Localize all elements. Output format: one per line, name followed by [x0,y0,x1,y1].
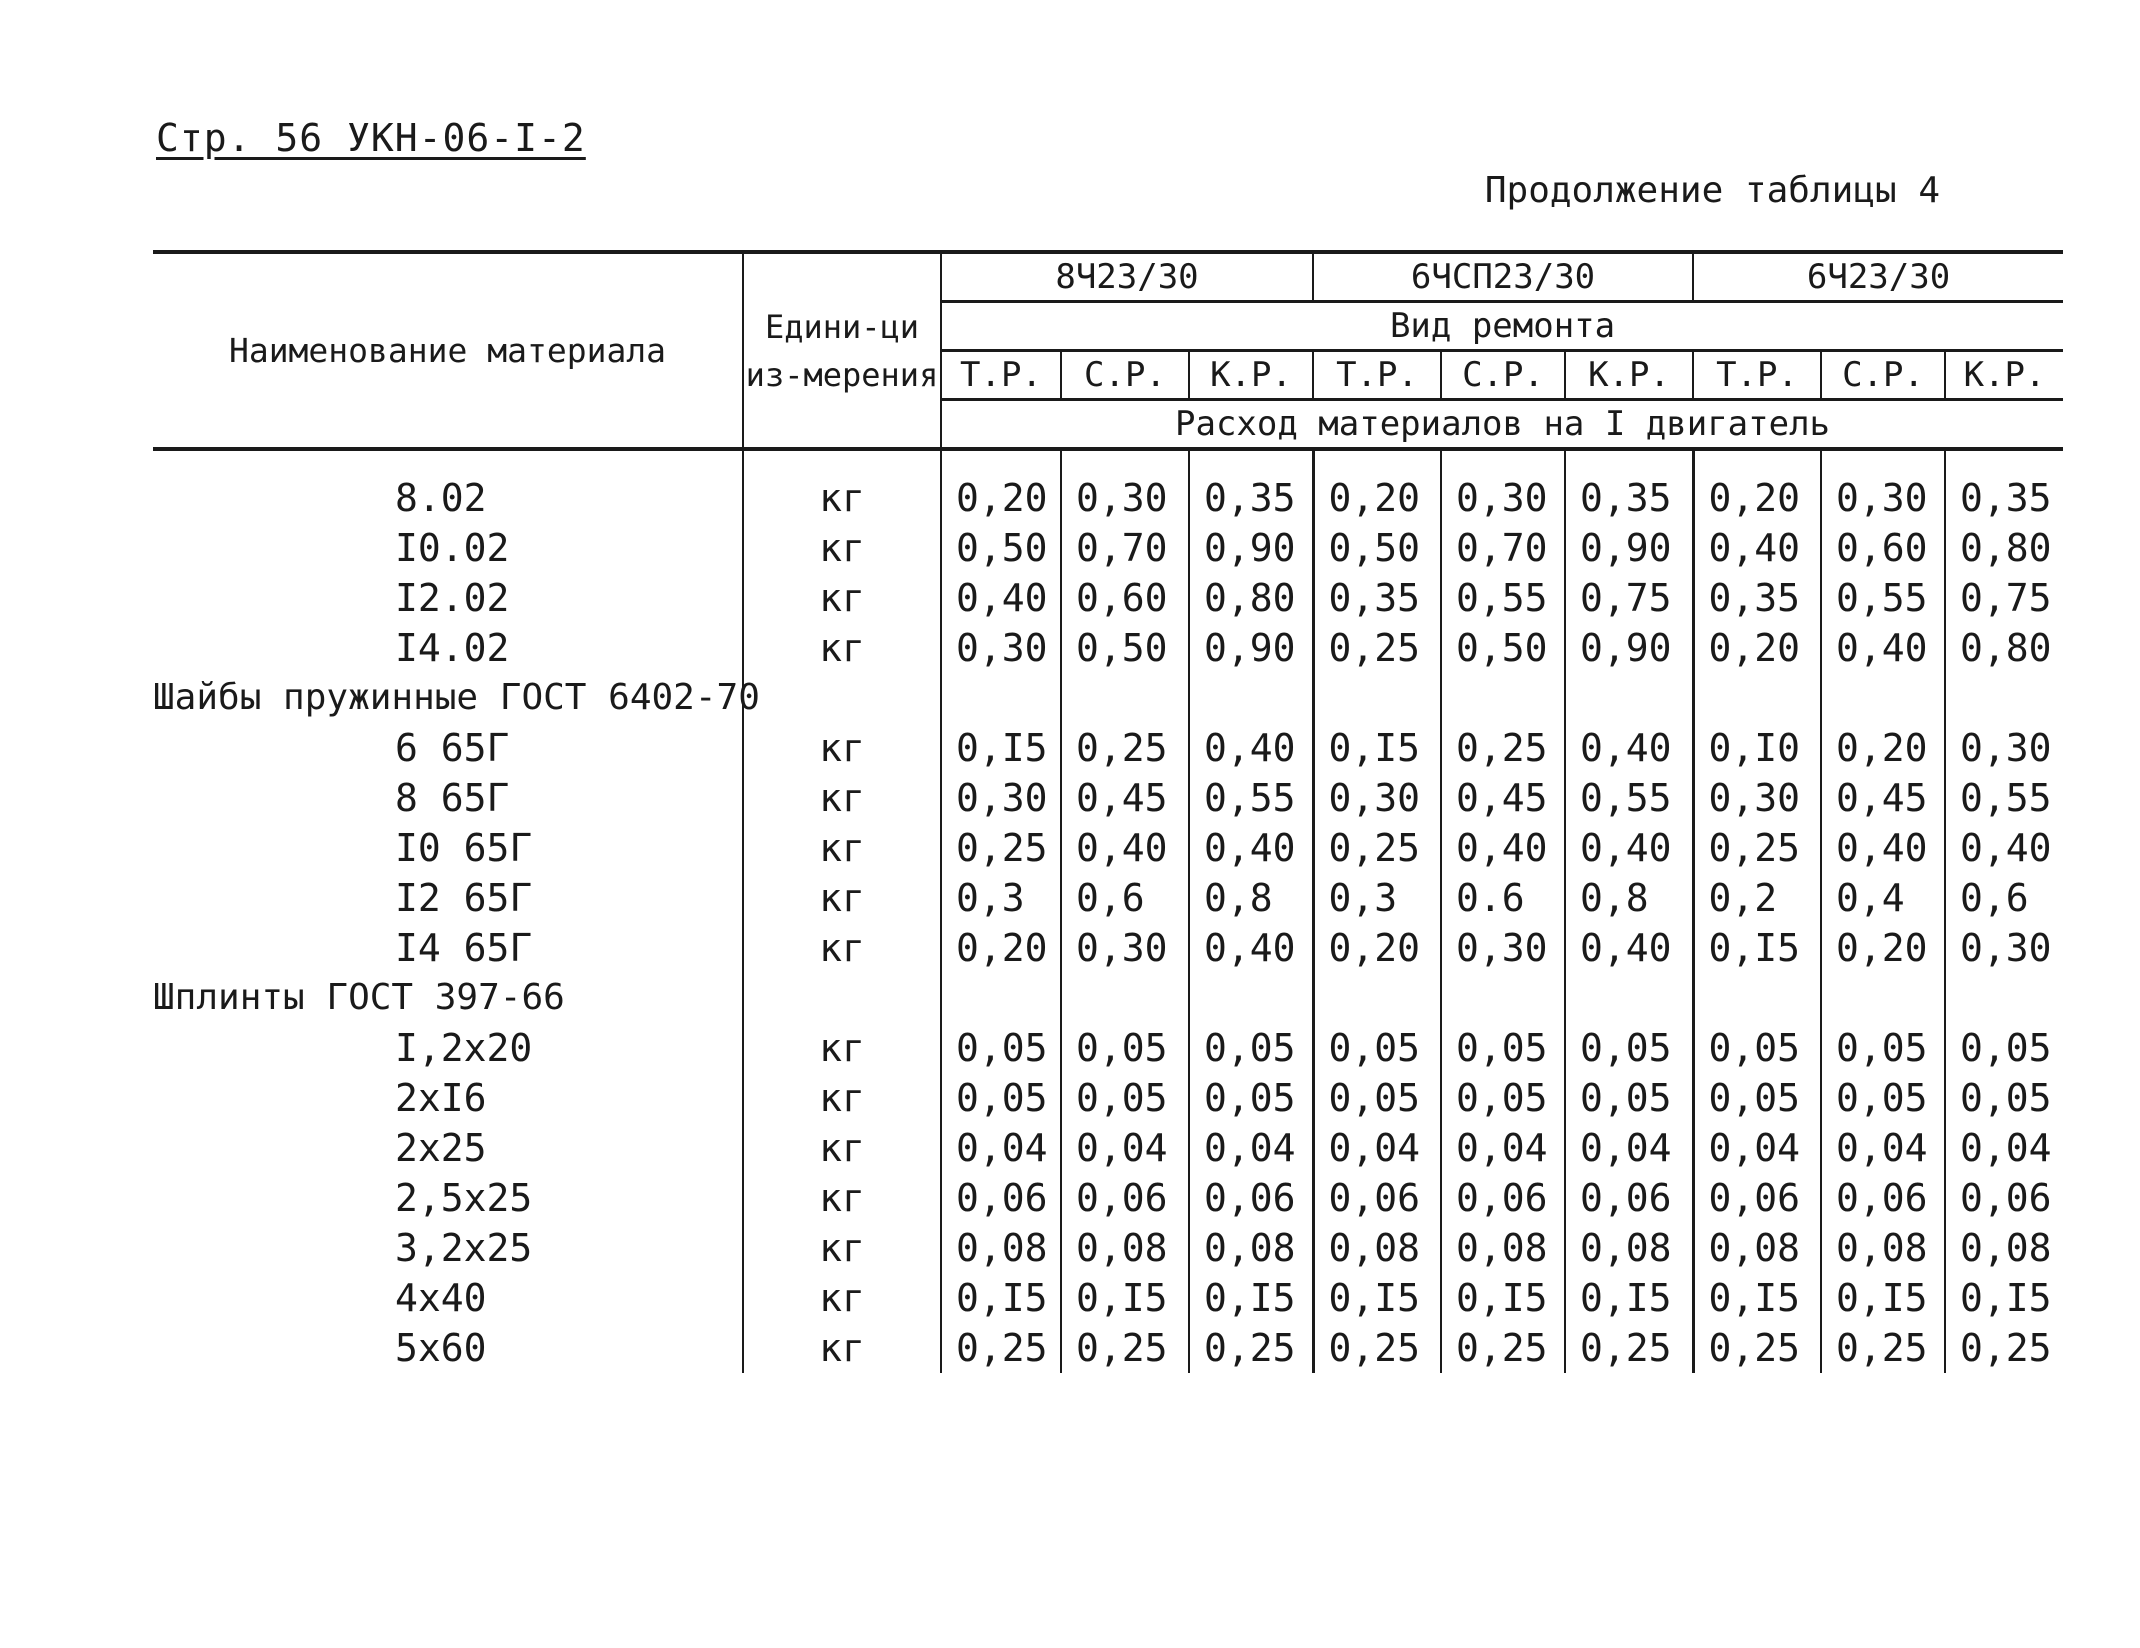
value-cell: 0,04 [941,1123,1061,1173]
unit-cell: кг [743,449,941,523]
value-cell: 0,06 [1061,1173,1189,1223]
value-cell: 0,70 [1061,523,1189,573]
value-cell: 0,30 [1441,449,1565,523]
material-name: 8.02 [395,476,487,520]
value-cell: 0,30 [1061,923,1189,973]
value-cell: 0,04 [1693,1123,1821,1173]
value-cell: 0.6 [1441,873,1565,923]
value-cell: 0,40 [1693,523,1821,573]
value-cell: 0,90 [1189,623,1313,673]
value-cell: 0,20 [941,449,1061,523]
unit-cell: кг [743,823,941,873]
value-cell: 0,04 [1821,1123,1945,1173]
value-cell: 0,05 [1061,1073,1189,1123]
value-cell: 0,40 [1189,823,1313,873]
table-row [153,1323,2063,1373]
materials-table [153,250,2063,1373]
material-name: 3,2x25 [395,1226,533,1270]
unit-cell: кг [743,1173,941,1223]
value-cell: 0,04 [1313,1123,1441,1173]
value-cell-empty [1313,673,1441,723]
value-cell: 0,20 [1693,449,1821,523]
value-cell-empty [1061,973,1189,1023]
value-cell: 0,30 [1441,923,1565,973]
unit-cell: кг [743,723,941,773]
material-name: I4.02 [395,626,510,670]
value-cell-empty [1441,973,1565,1023]
value-cell: 0,I5 [1693,923,1821,973]
value-cell: 0,3 [1313,873,1441,923]
table-row [153,449,2063,523]
unit-cell: кг [743,923,941,973]
value-cell: 0,06 [941,1173,1061,1223]
value-cell: 0,05 [1693,1023,1821,1073]
value-cell: 0,I5 [1693,1273,1821,1323]
value-cell: 0,90 [1565,523,1693,573]
value-cell: 0,8 [1189,873,1313,923]
value-cell: 0,25 [1313,623,1441,673]
material-name: I0.02 [395,526,510,570]
value-cell: 0,80 [1960,626,2052,670]
value-cell-empty [941,673,1061,723]
material-name: I2 65Г [395,876,533,920]
value-cell: 0,40 [1189,723,1313,773]
section-title: Шайбы пружинные ГОСТ 6402-70 [153,677,760,718]
value-cell: 0,40 [1821,823,1945,873]
value-cell: 0,08 [1821,1223,1945,1273]
value-cell: 0,25 [1693,1323,1821,1373]
table-row [153,1023,2063,1073]
value-cell: 0,55 [1441,573,1565,623]
value-cell: 0,05 [1189,1073,1313,1123]
value-cell: 0,I5 [1565,1273,1693,1323]
value-cell: 0,30 [1960,926,2052,970]
value-cell: 0,55 [1189,773,1313,823]
value-cell: 0,05 [1313,1023,1441,1073]
value-cell: 0,05 [1565,1073,1693,1123]
section-row [153,973,2063,1023]
value-cell: 0,25 [1313,1323,1441,1373]
value-cell: 0,8 [1565,873,1693,923]
value-cell: 0,08 [1565,1223,1693,1273]
value-cell: 0,60 [1821,523,1945,573]
value-cell: 0,05 [1313,1073,1441,1123]
value-cell: 0,04 [1960,1126,2052,1170]
material-name: 4x40 [395,1276,487,1320]
unit-cell: кг [743,773,941,823]
value-cell: 0,05 [1441,1073,1565,1123]
value-cell-empty [1945,973,2063,1023]
unit-cell: кг [743,623,941,673]
value-cell: 0,25 [1960,1326,2052,1370]
material-name: 2x25 [395,1126,487,1170]
value-cell: 0,45 [1061,773,1189,823]
repair-type-header: К.Р. [1945,351,2063,400]
value-cell: 0,25 [1061,1323,1189,1373]
value-cell: 0,40 [1061,823,1189,873]
value-cell: 0,05 [1061,1023,1189,1073]
value-cell: 0,6 [1061,873,1189,923]
value-cell: 0,20 [941,923,1061,973]
value-cell: 0,40 [1441,823,1565,873]
repair-type-label: Вид ремонта [941,302,2063,351]
value-cell: 0,06 [1313,1173,1441,1223]
value-cell: 0,05 [941,1023,1061,1073]
value-cell-empty [1189,673,1313,723]
value-cell: 0,08 [941,1223,1061,1273]
value-cell: 0,50 [1061,623,1189,673]
value-cell: 0,05 [1565,1023,1693,1073]
value-cell: 0,08 [1313,1223,1441,1273]
unit-cell: кг [743,1123,941,1173]
repair-type-header: Т.Р. [1313,351,1441,400]
value-cell: 0,60 [1061,573,1189,623]
value-cell: 0,25 [1061,723,1189,773]
value-cell: 0,04 [1565,1123,1693,1173]
value-cell: 0,I5 [1821,1273,1945,1323]
repair-type-header: Т.Р. [941,351,1061,400]
value-cell: 0,25 [1693,823,1821,873]
value-cell: 0,55 [1565,773,1693,823]
value-cell: 0,25 [1441,1323,1565,1373]
value-cell: 0,40 [1960,826,2052,870]
repair-type-header: С.Р. [1061,351,1189,400]
value-cell: 0,50 [941,523,1061,573]
value-cell: 0,04 [1441,1123,1565,1173]
value-cell: 0,25 [941,1323,1061,1373]
value-cell-empty [1821,973,1945,1023]
value-cell: 0,3 [941,873,1061,923]
value-cell-empty [1945,673,2063,723]
section-title: Шплинты ГОСТ 397-66 [153,977,565,1018]
value-cell: 0,2 [1693,873,1821,923]
value-cell: 0,80 [1189,573,1313,623]
value-cell: 0,08 [1061,1223,1189,1273]
value-cell: 0,I5 [1441,1273,1565,1323]
value-cell: 0,05 [1189,1023,1313,1073]
value-cell: 0,70 [1441,523,1565,573]
value-cell: 0,06 [1960,1176,2052,1220]
value-cell: 0,30 [1693,773,1821,823]
value-cell: 0,06 [1565,1173,1693,1223]
unit-cell-empty [743,673,941,723]
table-row [153,923,2063,973]
table-row [153,823,2063,873]
value-cell-empty [941,973,1061,1023]
value-cell: 0,45 [1821,773,1945,823]
table-body [153,449,2063,1373]
value-cell: 0,50 [1441,623,1565,673]
unit-cell: кг [743,873,941,923]
value-cell: 0,40 [1565,923,1693,973]
value-cell-empty [1693,973,1821,1023]
value-cell: 0,25 [1565,1323,1693,1373]
col-header-material-name: Наименование материала [153,252,743,449]
value-cell: 0,05 [1441,1023,1565,1073]
value-cell: 0,75 [1565,573,1693,623]
value-cell: 0,55 [1960,776,2052,820]
value-cell: 0,35 [1313,573,1441,623]
value-cell: 0,20 [1693,623,1821,673]
unit-cell: кг [743,1323,941,1373]
value-cell: 0,08 [1441,1223,1565,1273]
material-name: 6 65Г [395,726,510,770]
table-row [153,573,2063,623]
table-row [153,523,2063,573]
group-header-6ch: 6Ч23/30 [1693,252,2063,302]
value-cell: 0,30 [941,623,1061,673]
table-row [153,1173,2063,1223]
value-cell-empty [1061,673,1189,723]
value-cell: 0,04 [1061,1123,1189,1173]
value-cell: 0,40 [1565,723,1693,773]
value-cell-empty [1693,673,1821,723]
table-header [153,252,2063,449]
value-cell: 0,20 [1821,723,1945,773]
repair-type-header: К.Р. [1565,351,1693,400]
materials-table-wrapper [153,250,2063,1373]
value-cell: 0,06 [1441,1173,1565,1223]
unit-cell-empty [743,973,941,1023]
value-cell: 0,25 [1821,1323,1945,1373]
group-header-8ch: 8Ч23/30 [941,252,1313,302]
value-cell: 0,30 [1313,773,1441,823]
value-cell: 0,25 [941,823,1061,873]
value-cell: 0,50 [1313,523,1441,573]
value-cell: 0,I5 [941,1273,1061,1323]
table-row [153,1273,2063,1323]
value-cell: 0,80 [1960,526,2052,570]
value-cell: 0,I5 [1061,1273,1189,1323]
value-cell: 0,05 [1960,1076,2052,1120]
value-cell: 0,08 [1693,1223,1821,1273]
value-cell: 0,40 [1821,623,1945,673]
material-name: I,2x20 [395,1026,533,1070]
repair-type-header: Т.Р. [1693,351,1821,400]
value-cell-empty [1189,973,1313,1023]
value-cell: 0,I5 [1313,1273,1441,1323]
repair-type-header: К.Р. [1189,351,1313,400]
value-cell: 0,05 [1960,1026,2052,1070]
value-cell: 0,4 [1821,873,1945,923]
value-cell: 0,08 [1960,1226,2052,1270]
value-cell: 0,20 [1313,923,1441,973]
value-cell: 0,08 [1189,1223,1313,1273]
value-cell: 0,20 [1313,449,1441,523]
unit-cell: кг [743,1073,941,1123]
value-cell: 0,06 [1189,1173,1313,1223]
table-continuation-caption: Продолжение таблицы 4 [1484,170,1940,211]
value-cell: 0,05 [1821,1073,1945,1123]
value-cell: 0,40 [1189,923,1313,973]
value-cell-empty [1313,973,1441,1023]
material-name: 2,5x25 [395,1176,533,1220]
value-cell: 0,55 [1821,573,1945,623]
value-cell: 0,75 [1960,576,2052,620]
value-cell-empty [1821,673,1945,723]
value-cell: 0,35 [1565,449,1693,523]
section-row [153,673,2063,723]
value-cell: 0,I0 [1693,723,1821,773]
col-header-unit: Едини-ци из-мерения [743,252,941,449]
unit-cell: кг [743,573,941,623]
value-cell: 0,20 [1821,923,1945,973]
value-cell: 0,40 [941,573,1061,623]
value-cell: 0,I5 [1313,723,1441,773]
material-name: 5x60 [395,1326,487,1370]
value-cell-empty [1565,673,1693,723]
value-cell-empty [1565,973,1693,1023]
repair-type-header: С.Р. [1441,351,1565,400]
value-cell-empty [1441,673,1565,723]
value-cell: 0,I5 [1960,1276,2052,1320]
material-name: I2.02 [395,576,510,620]
material-name: I4 65Г [395,926,533,970]
value-cell: 0,35 [1693,573,1821,623]
value-cell: 0,30 [1061,449,1189,523]
table-row [153,1223,2063,1273]
value-cell: 0,45 [1441,773,1565,823]
unit-cell: кг [743,1273,941,1323]
material-name: I0 65Г [395,826,533,870]
value-cell: 0,30 [941,773,1061,823]
value-cell: 0,25 [1441,723,1565,773]
unit-cell: кг [743,1023,941,1073]
page-reference: Стр. 56 УКН-06-I-2 [156,116,586,160]
value-cell: 0,6 [1960,876,2029,920]
value-cell: 0,90 [1565,623,1693,673]
header-row-groups [153,252,2063,302]
value-cell: 0,05 [1821,1023,1945,1073]
material-name: 2xI6 [395,1076,487,1120]
table-row [153,1073,2063,1123]
unit-cell: кг [743,523,941,573]
repair-type-header: С.Р. [1821,351,1945,400]
value-cell: 0,06 [1821,1173,1945,1223]
value-cell: 0,30 [1821,449,1945,523]
value-cell: 0,35 [1960,476,2052,520]
value-cell: 0,25 [1313,823,1441,873]
table-row [153,873,2063,923]
table-row [153,623,2063,673]
value-cell: 0,40 [1565,823,1693,873]
value-cell: 0,I5 [941,723,1061,773]
table-row [153,723,2063,773]
value-cell: 0,35 [1189,449,1313,523]
unit-cell: кг [743,1223,941,1273]
consumption-label: Расход материалов на I двигатель [941,400,2063,450]
table-row [153,773,2063,823]
value-cell: 0,05 [1693,1073,1821,1123]
value-cell: 0,90 [1189,523,1313,573]
value-cell: 0,06 [1693,1173,1821,1223]
material-name: 8 65Г [395,776,510,820]
value-cell: 0,I5 [1189,1273,1313,1323]
table-row [153,1123,2063,1173]
group-header-6chsp: 6ЧСП23/30 [1313,252,1693,302]
value-cell: 0,05 [941,1073,1061,1123]
value-cell: 0,25 [1189,1323,1313,1373]
value-cell: 0,04 [1189,1123,1313,1173]
value-cell: 0,30 [1960,726,2052,770]
